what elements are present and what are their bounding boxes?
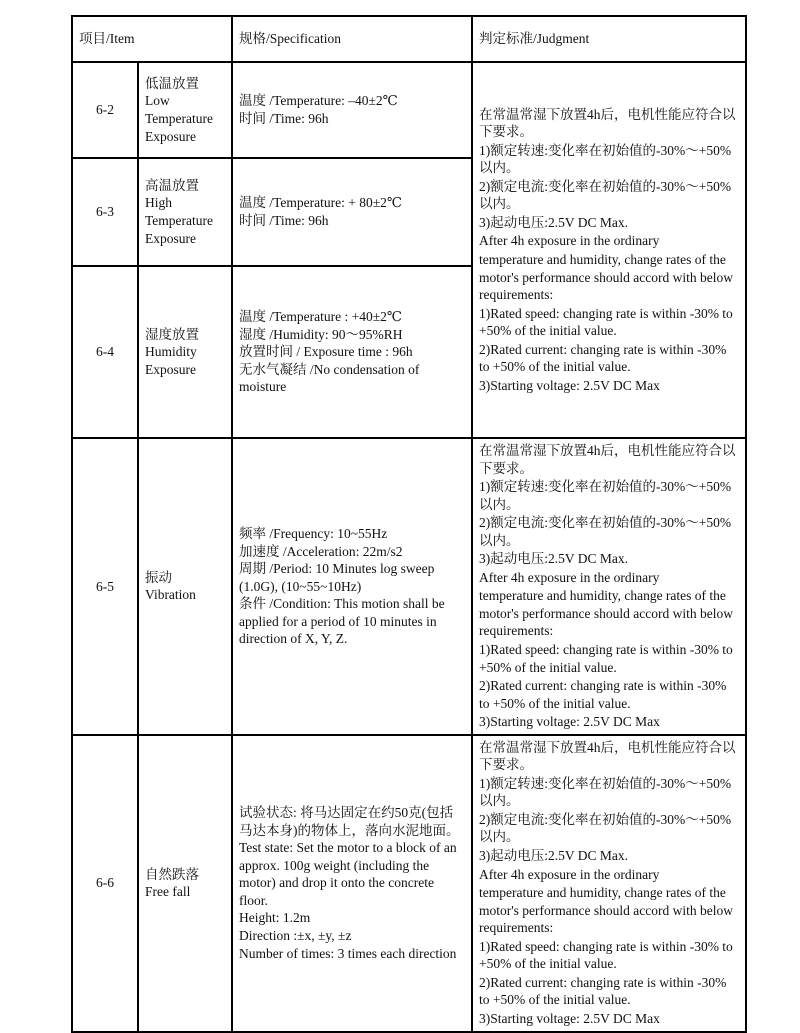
test-specification-table [71, 15, 747, 1033]
item-name-cn: 自然跌落 [145, 866, 199, 882]
text-line: 温度 /Temperature : +40±2℃ [239, 309, 403, 325]
text-line: 2)Rated current: changing rate is within -30% to +50% of the initial value. [479, 341, 727, 375]
text-line: temperature and humidity, change rates of the motor's performance should accord with below requirements: [479, 885, 733, 936]
item-number-6-5: 6-5 [72, 438, 138, 735]
text-line: 在常温常湿下放置4h后，电机性能应符合以下要求。 [479, 443, 736, 476]
item-number-6-4: 6-4 [72, 266, 138, 438]
text-line: 在常温常湿下放置4h后，电机性能应符合以下要求。 [479, 739, 736, 773]
header-judgment: 判定标准/Judgment [472, 16, 746, 62]
text-line: temperature and humidity, change rates of the motor's performance should accord with below requirements: [479, 588, 733, 639]
text-line: 1)额定转速:变化率在初始值的-30%～+50%以内。 [479, 775, 732, 809]
spec-cell-6-2 [232, 62, 472, 158]
text-line: 3)Starting voltage: 2.5V DC Max [479, 1010, 660, 1026]
text-line: 频率 /Frequency: 10~55Hz [239, 525, 388, 541]
spec-cell-6-6 [232, 735, 472, 1032]
text-line: 2)额定电流:变化率在初始值的-30%～+50%以内。 [479, 811, 732, 845]
text-line: 3)起动电压:2.5V DC Max. [479, 214, 629, 230]
item-name-cn: 湿度放置 [145, 326, 199, 342]
spec-cell-6-5 [232, 438, 472, 735]
text-line: 周期 /Period: 10 Minutes log sweep (1.0G), (10~55~10Hz) [239, 561, 435, 594]
item-name-en: Low Temperature Exposure [145, 93, 214, 144]
item-number-6-6: 6-6 [72, 735, 138, 1032]
judgment-cell-6-6 [472, 735, 746, 1032]
text-line: 加速度 /Acceleration: 22m/s2 [239, 543, 403, 559]
text-line: 2)额定电流:变化率在初始值的-30%～+50%以内。 [479, 515, 732, 548]
text-line: 2)额定电流:变化率在初始值的-30%～+50%以内。 [479, 178, 732, 212]
text-line: 放置时间 / Exposure time : 96h [239, 344, 413, 360]
text-line: 温度 /Temperature: –40±2℃ [239, 93, 398, 109]
table-row-6-6 [72, 735, 746, 1032]
header-item: 项目/Item [72, 16, 232, 62]
item-name-en: High Temperature Exposure [145, 195, 214, 246]
item-name-6-5 [138, 438, 232, 735]
text-line: 温度 /Temperature: + 80±2℃ [239, 195, 403, 211]
item-name-en: Free fall [145, 884, 191, 900]
text-line: 试验状态: 将马达固定在约50克(包括马达本身)的物体上，落向水泥地面。 [239, 805, 460, 838]
item-name-cn: 高温放置 [145, 177, 199, 193]
judgment-cell-6-2-to-6-4 [472, 62, 746, 438]
text-line: Direction :±x, ±y, ±z [239, 927, 352, 943]
item-name-en: Humidity Exposure [145, 344, 197, 377]
item-name-6-3 [138, 158, 232, 266]
text-line: Test state: Set the motor to a block of an approx. 100g weight (including the motor) and drop it onto the concrete floor. [239, 840, 457, 908]
item-name-cn: 低温放置 [145, 75, 199, 91]
text-line: 时间 /Time: 96h [239, 111, 329, 126]
text-line: After 4h exposure in the ordinary [479, 569, 660, 585]
text-line: 1)Rated speed: changing rate is within -30% to +50% of the initial value. [479, 305, 733, 339]
judgment-cell-6-5 [472, 438, 746, 735]
text-line: After 4h exposure in the ordinary [479, 866, 660, 882]
text-line: 3)Starting voltage: 2.5V DC Max [479, 377, 660, 393]
text-line: 条件 /Condition: This motion shall be applied for a period of 10 minutes in direction of X, Y, Z. [239, 596, 445, 647]
item-name-cn: 振动 [145, 569, 172, 585]
text-line: 1)额定转速:变化率在初始值的-30%～+50%以内。 [479, 142, 732, 176]
text-line: 湿度 /Humidity: 90～95%RH [239, 326, 403, 342]
text-line: After 4h exposure in the ordinary [479, 233, 660, 249]
spec-cell-6-3 [232, 158, 472, 266]
item-number-6-2: 6-2 [72, 62, 138, 158]
text-line: Height: 1.2m [239, 910, 311, 926]
table-row-6-5 [72, 438, 746, 735]
text-line: 1)额定转速:变化率在初始值的-30%～+50%以内。 [479, 479, 732, 512]
text-line: 1)Rated speed: changing rate is within -30% to +50% of the initial value. [479, 938, 733, 972]
text-line: 2)Rated current: changing rate is within -30% to +50% of the initial value. [479, 974, 727, 1008]
item-name-6-4 [138, 266, 232, 438]
item-number-6-3: 6-3 [72, 158, 138, 266]
text-line: 3)起动电压:2.5V DC Max. [479, 848, 629, 864]
text-line: temperature and humidity, change rates of the motor's performance should accord with below requirements: [479, 252, 733, 303]
text-line: 3)起动电压:2.5V DC Max. [479, 551, 629, 567]
text-line: Number of times: 3 times each direction [239, 945, 457, 961]
spec-cell-6-4 [232, 266, 472, 438]
text-line: 1)Rated speed: changing rate is within -30% to +50% of the initial value. [479, 642, 733, 675]
text-line: 在常温常湿下放置4h后，电机性能应符合以下要求。 [479, 106, 736, 140]
item-name-6-2 [138, 62, 232, 158]
item-name-en: Vibration [145, 587, 196, 603]
text-line: 无水气凝结 /No condensation of moisture [239, 361, 420, 395]
table-row-6-2 [72, 62, 746, 158]
text-line: 时间 /Time: 96h [239, 213, 329, 228]
text-line: 2)Rated current: changing rate is within -30% to +50% of the initial value. [479, 678, 727, 711]
header-specification: 规格/Specification [232, 16, 472, 62]
text-line: 3)Starting voltage: 2.5V DC Max [479, 714, 660, 730]
table-header-row [72, 16, 746, 62]
item-name-6-6 [138, 735, 232, 1032]
